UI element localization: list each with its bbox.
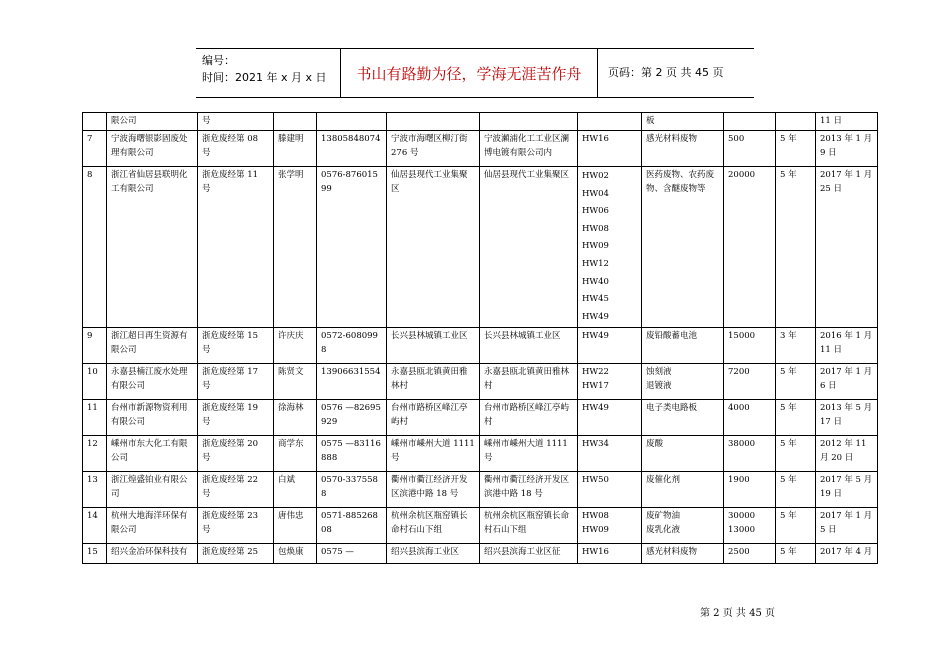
- table-row: [83, 400, 878, 436]
- cell-waste: 医药废物、农药废物、含醚废物等: [642, 167, 724, 328]
- waste-code: HW06: [582, 206, 609, 217]
- cell-no: 9: [83, 328, 107, 364]
- cell-company: 浙江煌盛铂业有限公司: [107, 472, 198, 508]
- cell-code: HW16: [578, 131, 642, 167]
- cell-phone: 0570-3375588: [317, 472, 387, 508]
- cell-license: 浙危废经第 23 号: [198, 508, 274, 544]
- cell-person: 包焕康: [274, 544, 317, 564]
- cell-code: HW49: [578, 328, 642, 364]
- table-row: [83, 472, 878, 508]
- cell-license: 浙危废经第 20 号: [198, 436, 274, 472]
- cell-address: 仙居县现代工业集聚区: [387, 167, 480, 328]
- cell-date: 2017 年 1 月 5 日: [816, 508, 878, 544]
- cell-address: 衢州市衢江经济开发区滨港中路 18 号: [387, 472, 480, 508]
- cell-years: 5 年: [776, 472, 816, 508]
- cell-company: 浙江超日再生资源有限公司: [107, 328, 198, 364]
- cell-amount: 500: [724, 131, 776, 167]
- cell-phone: 0575 —: [317, 544, 387, 564]
- cell-site: 衢州市衢江经济开发区滨港中路 18 号: [480, 472, 578, 508]
- cell-no: 11: [83, 400, 107, 436]
- waste-code: HW02: [582, 171, 609, 181]
- waste-code: HW49: [582, 311, 609, 322]
- cell-waste: 废催化剂: [642, 472, 724, 508]
- cell-phone: 0572-6080998: [317, 328, 387, 364]
- cell-waste: 蚀刻液 退镀液: [642, 364, 724, 400]
- table-row: [83, 544, 878, 564]
- cell-date: 2017 年 4 月: [816, 544, 878, 564]
- cell-waste: 感光材料废物: [642, 131, 724, 167]
- cell-years: 5 年: [776, 167, 816, 328]
- cell-site: 宁波瀬浦化工工业区澜博电镀有限公司内: [480, 131, 578, 167]
- cell-date: 2013 年 1 月 9 日: [816, 131, 878, 167]
- cell-address: 宁波市海曙区柳汀街 276 号: [387, 131, 480, 167]
- cell-years: 5 年: [776, 436, 816, 472]
- cell-years: 5 年: [776, 131, 816, 167]
- cell-address: 嵊州市嵊州大道 1111 号: [387, 436, 480, 472]
- cell-company: 嵊州市东大化工有限公司: [107, 436, 198, 472]
- cell-person: 商学东: [274, 436, 317, 472]
- cell-company: 永嘉县楠江废水处理有限公司: [107, 364, 198, 400]
- cell-no: 10: [83, 364, 107, 400]
- waste-code: HW40: [582, 276, 609, 287]
- cell-phone: 0576 —82695929: [317, 400, 387, 436]
- cell-address: 永嘉县瓯北镇黄田雅林村: [387, 364, 480, 400]
- cell-code: HW34: [578, 436, 642, 472]
- waste-code: HW08: [582, 223, 609, 234]
- cell-code: [578, 167, 642, 328]
- cell-no: 8: [83, 167, 107, 328]
- cell-amount: 1900: [724, 472, 776, 508]
- cell-amount: 2500: [724, 544, 776, 564]
- cell-code: [578, 113, 642, 131]
- cell-person: 滕建明: [274, 131, 317, 167]
- cell-waste: 废铅酸蓄电池: [642, 328, 724, 364]
- header-motto: 书山有路勤为径，学海无涯苦作舟: [340, 49, 598, 97]
- cell-years: 5 年: [776, 364, 816, 400]
- cell-address: [387, 113, 480, 131]
- cell-date: 2012 年 11 月 20 日: [816, 436, 878, 472]
- cell-no: [83, 113, 107, 131]
- cell-code: HW50: [578, 472, 642, 508]
- cell-company: 绍兴金冶环保科技有: [107, 544, 198, 564]
- cell-license: 浙危废经第 11 号: [198, 167, 274, 328]
- cell-license: 浙危废经第 15 号: [198, 328, 274, 364]
- cell-site: [480, 113, 578, 131]
- header-page-number: 页码：第 2 页 共 45 页: [608, 66, 724, 79]
- cell-years: 5 年: [776, 508, 816, 544]
- cell-waste: 废酸: [642, 436, 724, 472]
- cell-phone: 13906631554: [317, 364, 387, 400]
- cell-waste: 废矿物油 废乳化液: [642, 508, 724, 544]
- header-left: [202, 52, 327, 86]
- waste-code: HW09: [582, 241, 609, 252]
- cell-person: 张学明: [274, 167, 317, 328]
- cell-date: 2017 年 1 月 6 日: [816, 364, 878, 400]
- cell-phone: 0575 —83116888: [317, 436, 387, 472]
- cell-code: HW22 HW17: [578, 364, 642, 400]
- document-number-label: 编号：: [202, 54, 235, 67]
- cell-person: [274, 113, 317, 131]
- cell-waste: 电子类电路板: [642, 400, 724, 436]
- cell-phone: 0576-87601599: [317, 167, 387, 328]
- cell-amount: 4000: [724, 400, 776, 436]
- cell-company: 限公司: [107, 113, 198, 131]
- cell-address: 绍兴县滨海工业区: [387, 544, 480, 564]
- cell-amount: 15000: [724, 328, 776, 364]
- document-date: 时间：2021 年 x 月 x 日: [202, 71, 327, 84]
- cell-license: 浙危废经第 25: [198, 544, 274, 564]
- cell-person: 唐伟忠: [274, 508, 317, 544]
- waste-code: HW04: [582, 188, 609, 199]
- cell-license: 浙危废经第 19 号: [198, 400, 274, 436]
- cell-no: 12: [83, 436, 107, 472]
- cell-site: 长兴县林城镇工业区: [480, 328, 578, 364]
- cell-waste: 感光材料废物: [642, 544, 724, 564]
- waste-code: HW12: [582, 258, 609, 269]
- cell-license: 浙危废经第 17 号: [198, 364, 274, 400]
- table-row: [83, 436, 878, 472]
- cell-date: 2017 年 1 月 25 日: [816, 167, 878, 328]
- cell-address: 长兴县林城镇工业区: [387, 328, 480, 364]
- page-header: [196, 48, 754, 98]
- cell-phone: 0571-88526808: [317, 508, 387, 544]
- cell-site: 嵊州市嵊州大道 1111 号: [480, 436, 578, 472]
- cell-date: 2017 年 5 月 19 日: [816, 472, 878, 508]
- cell-person: 许庆庆: [274, 328, 317, 364]
- cell-years: 5 年: [776, 544, 816, 564]
- cell-amount: 20000: [724, 167, 776, 328]
- cell-person: 白斌: [274, 472, 317, 508]
- license-table: [82, 112, 878, 564]
- table-row: [83, 131, 878, 167]
- cell-code: HW16: [578, 544, 642, 564]
- cell-no: 15: [83, 544, 107, 564]
- page-footer: 第 2 页 共 45 页: [700, 608, 775, 619]
- table-row: [83, 364, 878, 400]
- cell-site: 台州市路桥区峰江亭屿村: [480, 400, 578, 436]
- cell-site: 永嘉县瓯北镇黄田雅林村: [480, 364, 578, 400]
- table-row: [83, 167, 878, 328]
- cell-years: 3 年: [776, 328, 816, 364]
- table-row: [83, 113, 878, 131]
- cell-years: 5 年: [776, 400, 816, 436]
- cell-waste: 板: [642, 113, 724, 131]
- waste-code: HW45: [582, 294, 609, 305]
- cell-site: 杭州余杭区瓶窑镇长命村石山下组: [480, 508, 578, 544]
- cell-site: 仙居县现代工业集聚区: [480, 167, 578, 328]
- cell-site: 绍兴县滨海工业区征: [480, 544, 578, 564]
- cell-phone: [317, 113, 387, 131]
- cell-license: 浙危废经第 08 号: [198, 131, 274, 167]
- cell-date: 11 日: [816, 113, 878, 131]
- cell-date: 2013 年 5 月 17 日: [816, 400, 878, 436]
- cell-company: 宁波海曙银影固废处理有限公司: [107, 131, 198, 167]
- cell-date: 2016 年 1 月 11 日: [816, 328, 878, 364]
- cell-years: [776, 113, 816, 131]
- cell-license: 浙危废经第 22 号: [198, 472, 274, 508]
- cell-person: 陈贤文: [274, 364, 317, 400]
- cell-address: 台州市路桥区峰江亭屿村: [387, 400, 480, 436]
- cell-company: 浙江省仙居县联明化工有限公司: [107, 167, 198, 328]
- cell-code: HW49: [578, 400, 642, 436]
- cell-no: 13: [83, 472, 107, 508]
- cell-no: 14: [83, 508, 107, 544]
- cell-amount: 7200: [724, 364, 776, 400]
- cell-no: 7: [83, 131, 107, 167]
- cell-company: 杭州大地海洋环保有限公司: [107, 508, 198, 544]
- cell-amount: 38000: [724, 436, 776, 472]
- cell-amount: 30000 13000: [724, 508, 776, 544]
- table-row: [83, 508, 878, 544]
- cell-code: HW08 HW09: [578, 508, 642, 544]
- cell-phone: 13805848074: [317, 131, 387, 167]
- cell-company: 台州市新源物资利用有限公司: [107, 400, 198, 436]
- cell-license: 号: [198, 113, 274, 131]
- cell-person: 徐海林: [274, 400, 317, 436]
- cell-address: 杭州余杭区瓶窑镇长命村石山下组: [387, 508, 480, 544]
- cell-amount: [724, 113, 776, 131]
- table-row: [83, 328, 878, 364]
